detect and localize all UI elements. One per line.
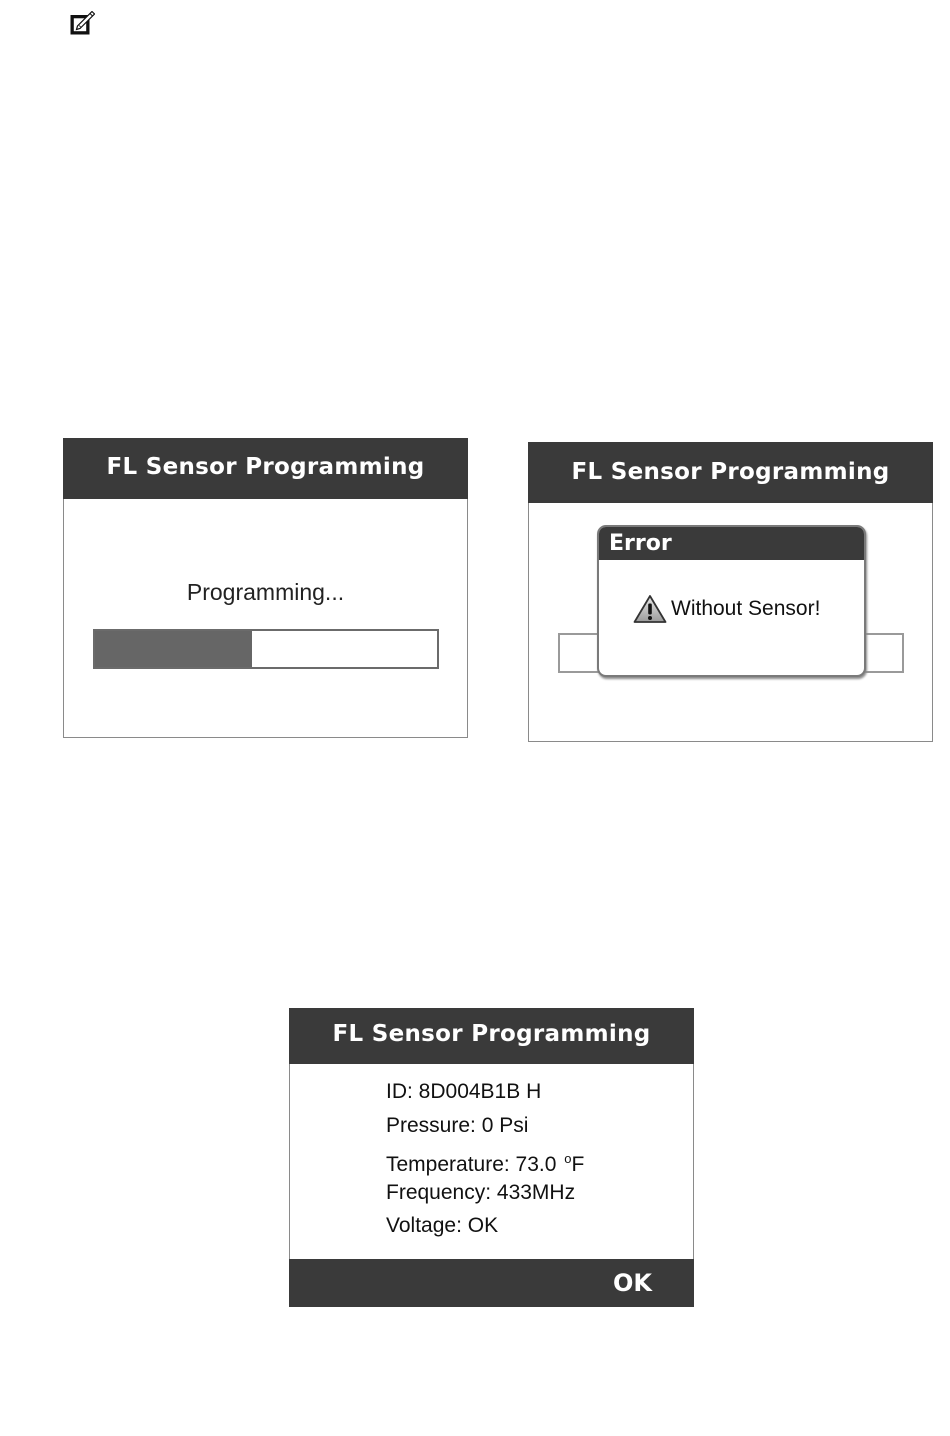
progress-fill — [95, 631, 252, 667]
screen-title: FL Sensor Programming — [528, 442, 933, 503]
programming-progress-screen — [63, 438, 468, 738]
degree-symbol: o — [564, 1151, 572, 1167]
ok-button[interactable]: OK — [613, 1269, 652, 1297]
sensor-info-screen — [289, 1008, 694, 1307]
pencil-note-icon — [70, 11, 95, 35]
sensor-voltage: Voltage: OK — [386, 1214, 499, 1238]
warning-icon — [633, 594, 667, 624]
sensor-temperature — [386, 1142, 584, 1176]
error-message-text: Without Sensor! — [671, 597, 821, 620]
programming-error-screen — [528, 442, 933, 742]
screen-title: FL Sensor Programming — [63, 438, 468, 499]
sensor-pressure: Pressure: 0 Psi — [386, 1113, 529, 1137]
error-message — [633, 594, 820, 624]
sensor-id: ID: 8D004B1B H — [386, 1080, 542, 1103]
temperature-value: Temperature: 73.0 — [386, 1153, 563, 1177]
temperature-unit: F — [571, 1153, 585, 1177]
error-dialog-title: Error — [599, 527, 864, 560]
screen-footer — [289, 1259, 694, 1307]
sensor-frequency: Frequency: 433MHz — [386, 1180, 576, 1204]
progress-bar — [93, 629, 439, 669]
sensor-info-list — [386, 1075, 584, 1243]
error-dialog — [597, 525, 866, 677]
screen-title: FL Sensor Programming — [289, 1008, 694, 1064]
programming-status-text: Programming... — [186, 579, 345, 605]
